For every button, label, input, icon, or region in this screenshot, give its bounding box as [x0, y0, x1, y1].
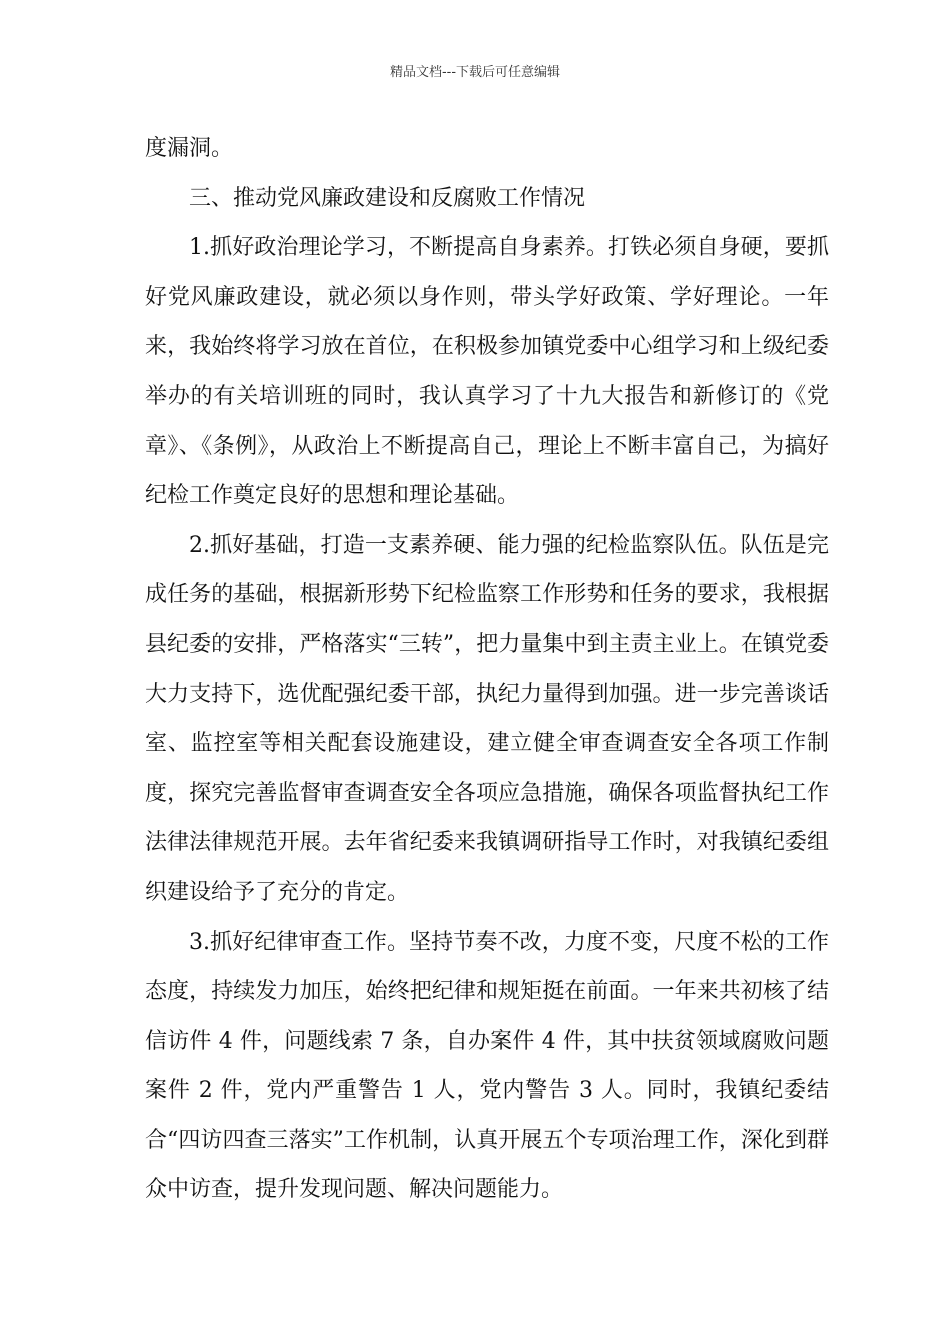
section-heading: 三、推动党风廉政建设和反腐败工作情况 [189, 185, 586, 211]
continuation-text: 度漏洞。 [145, 136, 234, 161]
paragraph-1: 1.抓好政治理论学习，不断提高自身素养。打铁必须自身硬，要抓好党风廉政建设，就必须以身作则，带头学好政策、学好理论。一年来，我始终将学习放在首位，在积极参加镇党委中心组学习和上级纪委举办的有关培训班的同时，我认真学习了十九大报告和新修订的《党章》、《条例》，从政治上不断提高自己，理论上不断丰富自己，为搞好纪检工作奠定良好的思想和理论基础。 [145, 235, 829, 509]
document-body [145, 124, 829, 1215]
paragraph-2: 2.抓好基础，打造一支素养硬、能力强的纪检监察队伍。队伍是完成任务的基础，根据新形势下纪检监察工作形势和任务的要求，我根据县纪委的安排，严格落实“三转”，把力量集中到主责主业上。在镇党委大力支持下，选优配强纪委干部，执纪力量得到加强。进一步完善谈话室、监控室等相关配套设施建设，建立健全审查调查安全各项工作制度，探究完善监督审查调查安全各项应急措施，确保各项监督执纪工作法律法律规范开展。去年省纪委来我镇调研指导工作时，对我镇纪委组织建设给予了充分的肯定。 [145, 532, 829, 905]
paragraph-3: 3.抓好纪律审查工作。坚持节奏不改，力度不变，尺度不松的工作态度，持续发力加压，始终把纪律和规矩挺在前面。一年来共初核了结信访件 4 件，问题线索 7 条，自办案件 4 件，其中扶贫领域腐败问题案件 2 件，党内严重警告 1 人，党内警告 3 人。同时，我镇纪委结合“四访四查三落实”工作机制，认真开展五个专项治理工作，深化到群众中访查，提升发现问题、解决问题能力。 [145, 929, 829, 1203]
page-header: 精品文档---下载后可任意编辑 [389, 65, 561, 80]
